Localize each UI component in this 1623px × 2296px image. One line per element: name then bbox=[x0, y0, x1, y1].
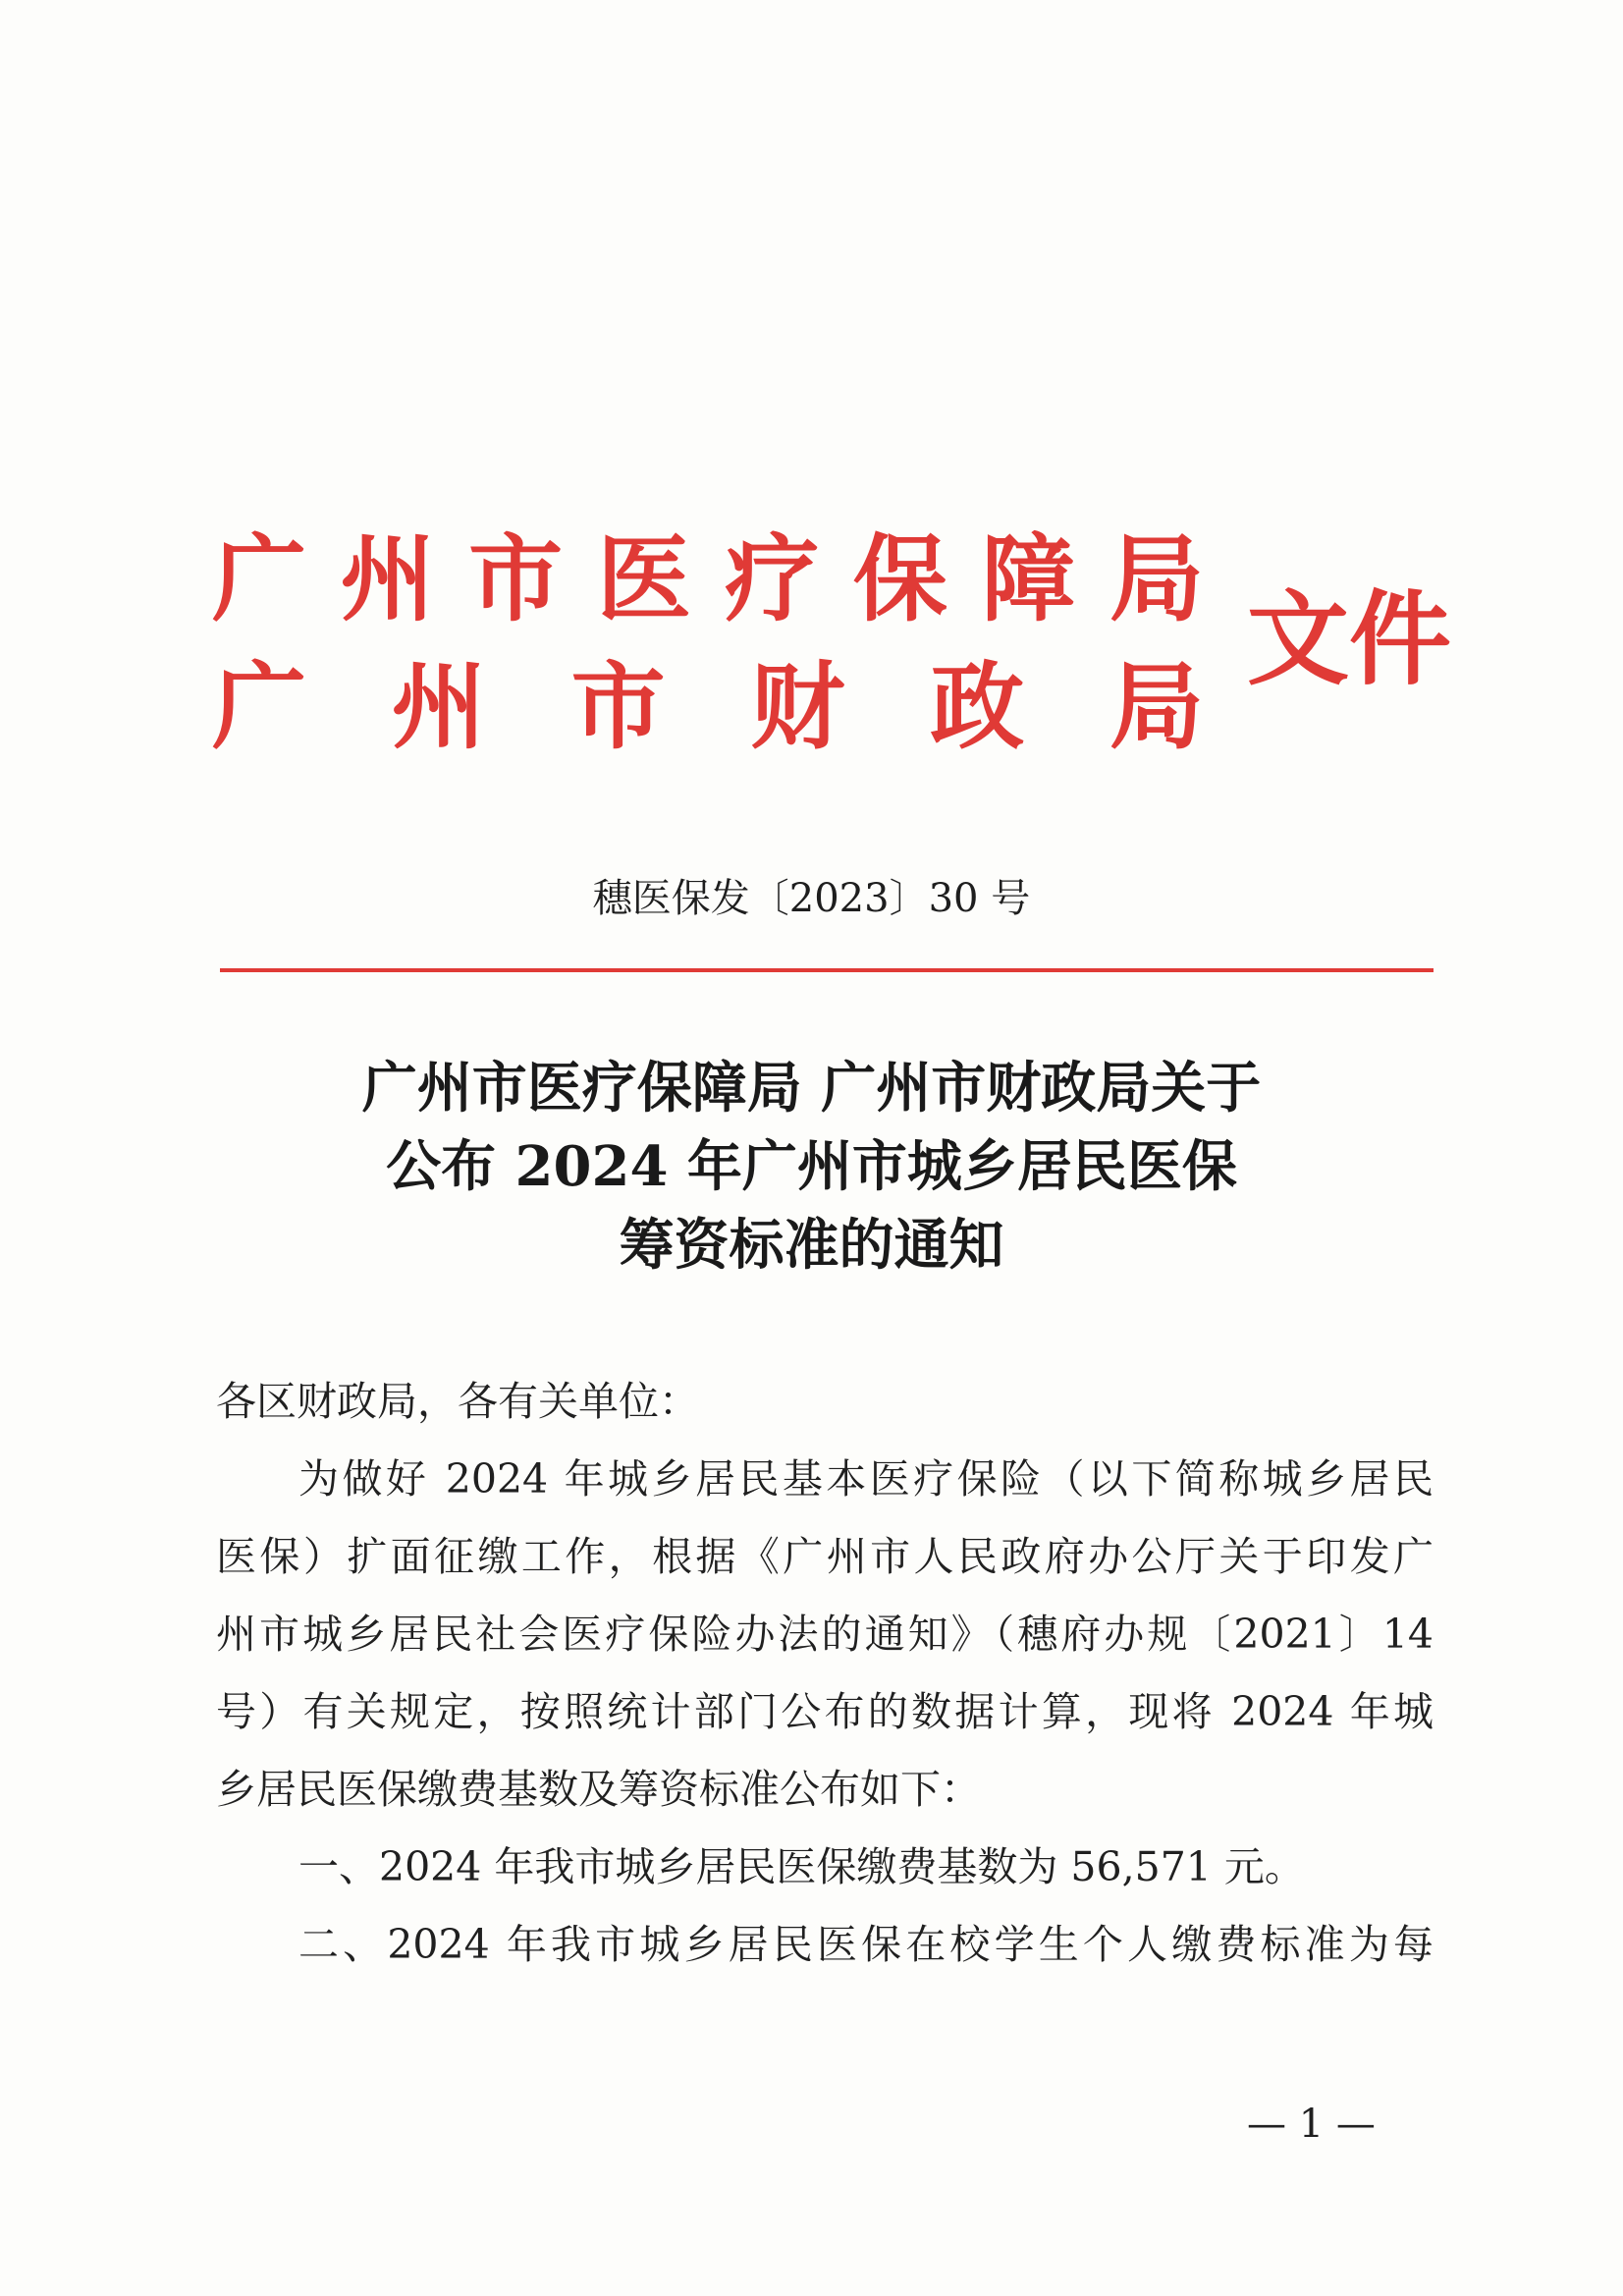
paragraph-1-line: 号）有关规定，按照统计部门公布的数据计算，现将 2024 年城 bbox=[216, 1688, 1434, 1735]
document-number: 穗医保发〔2023〕30 号 bbox=[592, 876, 1031, 921]
org1-char: 州 bbox=[340, 523, 435, 634]
org2-char: 广 bbox=[212, 651, 306, 762]
org1-char: 局 bbox=[1109, 523, 1204, 634]
org1-char: 广 bbox=[212, 523, 306, 634]
letterhead-org-2 bbox=[212, 653, 1204, 761]
org1-char: 保 bbox=[852, 523, 947, 634]
paragraph-1-line: 为做好 2024 年城乡居民基本医疗保险（以下简称城乡居民 bbox=[298, 1455, 1434, 1503]
title-line-2: 公布 2024 年广州市城乡居民医保 bbox=[386, 1134, 1237, 1199]
paragraph-1-line: 医保）扩面征缴工作，根据《广州市人民政府办公厅关于印发广 bbox=[216, 1533, 1434, 1580]
org2-char: 财 bbox=[750, 651, 845, 762]
page-number: — 1 — bbox=[1247, 2102, 1376, 2147]
list-item-2: 二、2024 年我市城乡居民医保在校学生个人缴费标准为每 bbox=[298, 1921, 1434, 1968]
org2-char: 局 bbox=[1109, 651, 1204, 762]
list-item-1: 一、2024 年我市城乡居民医保缴费基数为 56,571 元。 bbox=[298, 1843, 1305, 1890]
org2-char: 市 bbox=[570, 651, 666, 762]
org2-char: 州 bbox=[391, 651, 486, 762]
paragraph-1-line: 乡居民医保缴费基数及筹资标准公布如下： bbox=[216, 1766, 981, 1813]
letterhead bbox=[212, 525, 1479, 771]
document-body bbox=[216, 1363, 1434, 1984]
title-line-1: 广州市医疗保障局 广州市财政局关于 bbox=[361, 1056, 1262, 1121]
org1-char: 市 bbox=[468, 523, 564, 634]
paragraph-1-line: 州市城乡居民社会医疗保险办法的通知》（穗府办规〔2021〕14 bbox=[216, 1611, 1434, 1658]
org1-char: 障 bbox=[981, 523, 1076, 634]
org2-char: 政 bbox=[930, 651, 1025, 762]
salutation: 各区财政局，各有关单位： bbox=[216, 1378, 699, 1425]
red-separator-line bbox=[220, 968, 1434, 972]
document-title bbox=[0, 1049, 1623, 1285]
org1-char: 医 bbox=[596, 523, 691, 634]
title-line-3: 筹资标准的通知 bbox=[619, 1213, 1004, 1278]
letterhead-doc-word: 文件 bbox=[1247, 578, 1452, 699]
letterhead-org-1 bbox=[212, 525, 1204, 633]
org1-char: 疗 bbox=[725, 523, 820, 634]
